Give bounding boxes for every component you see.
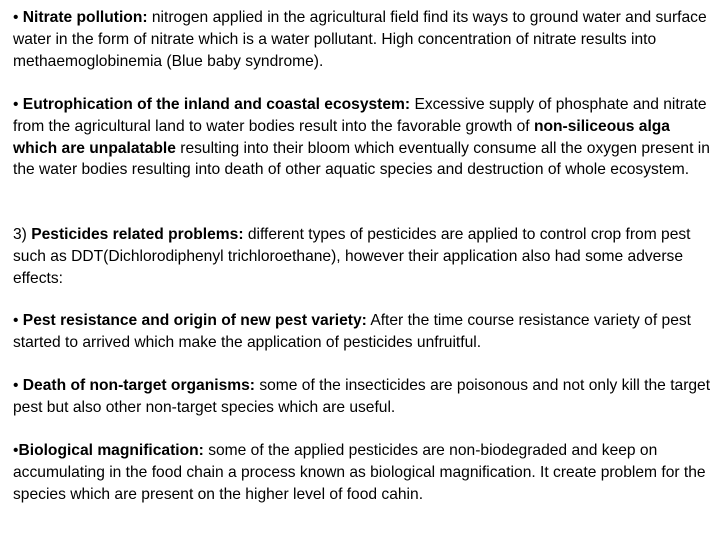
paragraph-text: Excessive supply of phosphate and nitrate from the agricultural land to water bodies result into the favorable growth of bbox=[13, 96, 707, 135]
paragraph-biological-magnification bbox=[13, 440, 715, 505]
paragraph-heading: Biological magnification: bbox=[18, 442, 204, 459]
paragraph-heading: Pest resistance and origin of new pest variety: bbox=[22, 312, 367, 329]
paragraph-text: some of the applied pesticides are non-biodegraded and keep on accumulating in the food chain a process known as biological magnification. It create problem for the species which are present on the higher level of food cahin. bbox=[13, 442, 706, 503]
bullet-marker: • bbox=[13, 312, 23, 329]
bullet-marker: • bbox=[13, 442, 19, 459]
bullet-marker: • bbox=[13, 96, 23, 113]
paragraph-text: After the time course resistance variety of pest started to arrived which make the application of pesticides unfruitful. bbox=[13, 312, 691, 351]
paragraph-text: nitrogen applied in the agricultural field find its ways to ground water and surface water in the form of nitrate which is a water pollutant. High concentration of nitrate results into methaemoglobinemia (Blue baby syndrome). bbox=[13, 9, 707, 70]
paragraph-pesticides-problems bbox=[13, 224, 715, 289]
bullet-marker: • bbox=[13, 377, 23, 394]
paragraph-pest-resistance bbox=[13, 310, 715, 354]
paragraph-non-target-death bbox=[13, 375, 715, 419]
paragraph-heading: Death of non-target organisms: bbox=[22, 377, 255, 394]
paragraph-eutrophication bbox=[13, 94, 715, 181]
paragraph-heading: Nitrate pollution: bbox=[22, 9, 148, 26]
bullet-marker: • bbox=[13, 9, 23, 26]
paragraph-text: resulting into their bloom which eventually consume all the oxygen present in the water bodies resulting into death of other aquatic species and destruction of whole ecosystem. bbox=[13, 139, 710, 179]
emphasis-text: non-siliceous alga which are unpalatable bbox=[13, 117, 670, 157]
section-number: 3) bbox=[13, 226, 32, 243]
paragraph-heading: Eutrophication of the inland and coastal ecosystem: bbox=[22, 96, 411, 113]
paragraph-heading: Pesticides related problems: bbox=[31, 226, 244, 243]
paragraph-nitrate-pollution bbox=[13, 7, 715, 72]
paragraph-text: different types of pesticides are applied to control crop from pest such as DDT(Dichlorodiphenyl trichloroethane), however their application also had some adverse effects: bbox=[13, 226, 691, 287]
paragraph-text: some of the insecticides are poisonous and not only kill the target pest but also other non-target species which are useful. bbox=[13, 377, 711, 416]
